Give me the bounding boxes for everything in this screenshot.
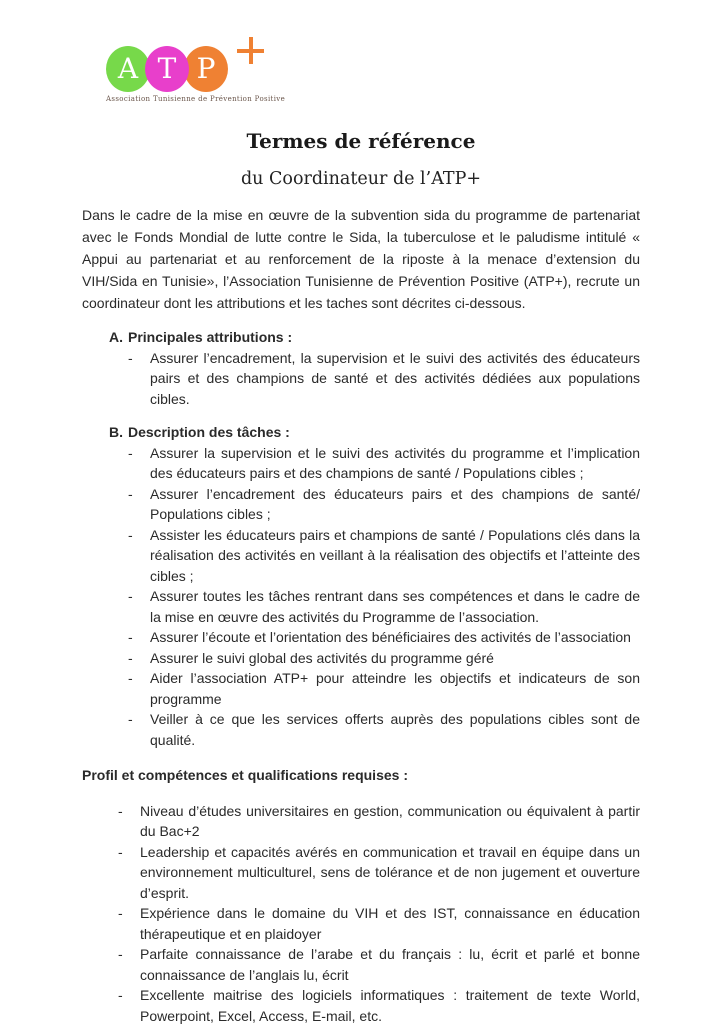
list-item-text: Assurer l’écoute et l’orientation des bénéficiaires des activités de l’association <box>150 629 631 645</box>
dash-bullet: - <box>128 670 133 686</box>
section-heading <box>82 422 640 443</box>
logo-circle-p: P <box>184 46 228 92</box>
page-title: Termes de référence <box>246 129 476 153</box>
section-a-list <box>82 348 640 410</box>
logo-circles <box>106 46 238 92</box>
section-label: A. <box>109 329 123 345</box>
dash-bullet: - <box>128 588 133 604</box>
list-item <box>128 648 640 669</box>
dash-bullet: - <box>118 905 123 921</box>
dash-bullet: - <box>118 802 123 819</box>
dash-bullet: - <box>128 526 133 543</box>
list-item-text: Veiller à ce que les services offerts auprès des populations cibles sont de qualité. <box>150 711 640 748</box>
section-heading <box>82 327 640 348</box>
list-item <box>128 443 640 484</box>
logo-circle-a: A <box>106 46 150 92</box>
list-item-text: Assurer l’encadrement des éducateurs pairs et des champions de santé/ Populations cibles ; <box>150 485 640 522</box>
section-title: Principales attributions : <box>128 329 293 345</box>
dash-bullet: - <box>128 444 133 461</box>
list-item-text: Assurer la supervision et le suivi des activités du programme et l’implication des éducateurs pairs et des champions de santé / Populations cibles ; <box>150 444 640 481</box>
section-b-list <box>82 443 640 751</box>
list-item-text: Leadership et capacités avérés en communication et travail en équipe dans un environnement multiculturel, sens de tolérance et de non jugement et ouverture d’esprit. <box>140 843 640 901</box>
dash-bullet: - <box>118 843 123 860</box>
list-item-text: Aider l’association ATP+ pour atteindre les objectifs et indicateurs de son programme <box>150 670 640 707</box>
section-description-taches <box>82 422 640 750</box>
section-label: B. <box>109 424 123 440</box>
dash-bullet: - <box>128 649 133 666</box>
list-item <box>118 985 640 1024</box>
list-item-text: Excellente maitrise des logiciels informatiques : traitement de texte World, Powerpoint, Excel, Access, E-mail, etc. <box>140 987 640 1024</box>
section-principales-attributions <box>82 327 640 409</box>
dash-bullet: - <box>128 711 133 727</box>
profile-list <box>82 801 640 1024</box>
dash-bullet: - <box>128 349 133 366</box>
list-item-text: Assister les éducateurs pairs et champions de santé / Populations clés dans la réalisation des activités en veillant à la réalisation des objectifs et l’atteinte des cibles ; <box>150 526 640 584</box>
dash-bullet: - <box>128 629 133 645</box>
list-item <box>128 586 640 627</box>
intro-paragraph: Dans le cadre de la mise en œuvre de la subvention sida du programme de partenariat avec le Fonds Mondial de lutte contre le Sida, la tuberculose et le paludisme intitulé « Appui au partenariat et au renforcement de la riposte à la menace d’extension du VIH/Sida en Tunisie», l’Association Tunisienne de Prévention Positive (ATP+), recrute un coordinateur dont les attributions et les taches sont décrites ci-dessous. <box>82 207 640 311</box>
list-item-text: Assurer l’encadrement, la supervision et le suivi des activités des éducateurs pairs et des champions de santé et des activités dédiées aux populations cibles. <box>150 349 640 407</box>
plus-icon <box>237 37 264 64</box>
logo-circle-t: T <box>145 46 189 92</box>
dash-bullet: - <box>128 485 133 502</box>
list-item-text: Expérience dans le domaine du VIH et des IST, connaissance en éducation thérapeutique et en plaidoyer <box>140 905 640 942</box>
list-item <box>128 709 640 750</box>
list-item-text: Niveau d’études universitaires en gestion, communication ou équivalent à partir du Bac+2 <box>140 802 640 839</box>
list-item <box>118 944 640 985</box>
list-item <box>128 348 640 410</box>
logo <box>106 46 286 103</box>
list-item <box>118 842 640 904</box>
profile-heading: Profil et compétences et qualifications requises : <box>82 767 408 783</box>
list-item-text: Assurer toutes les tâches rentrant dans ses compétences et dans le cadre de la mise en œuvre des activités du Programme de l’association. <box>150 588 640 625</box>
logo-tagline: Association Tunisienne de Prévention Positive <box>106 95 286 103</box>
list-item-text: Parfaite connaissance de l’arabe et du français : lu, écrit et parlé et bonne connaissance de l’anglais lu, écrit <box>140 946 640 983</box>
list-item <box>128 525 640 587</box>
list-item <box>118 903 640 944</box>
list-item <box>118 801 640 842</box>
list-item <box>128 627 640 648</box>
list-item <box>128 668 640 709</box>
section-title: Description des tâches : <box>128 424 290 440</box>
page-subtitle: du Coordinateur de l’ATP+ <box>240 169 482 189</box>
dash-bullet: - <box>118 946 123 962</box>
list-item-text: Assurer le suivi global des activités du programme géré <box>150 649 494 666</box>
list-item <box>128 484 640 525</box>
dash-bullet: - <box>118 987 123 1003</box>
